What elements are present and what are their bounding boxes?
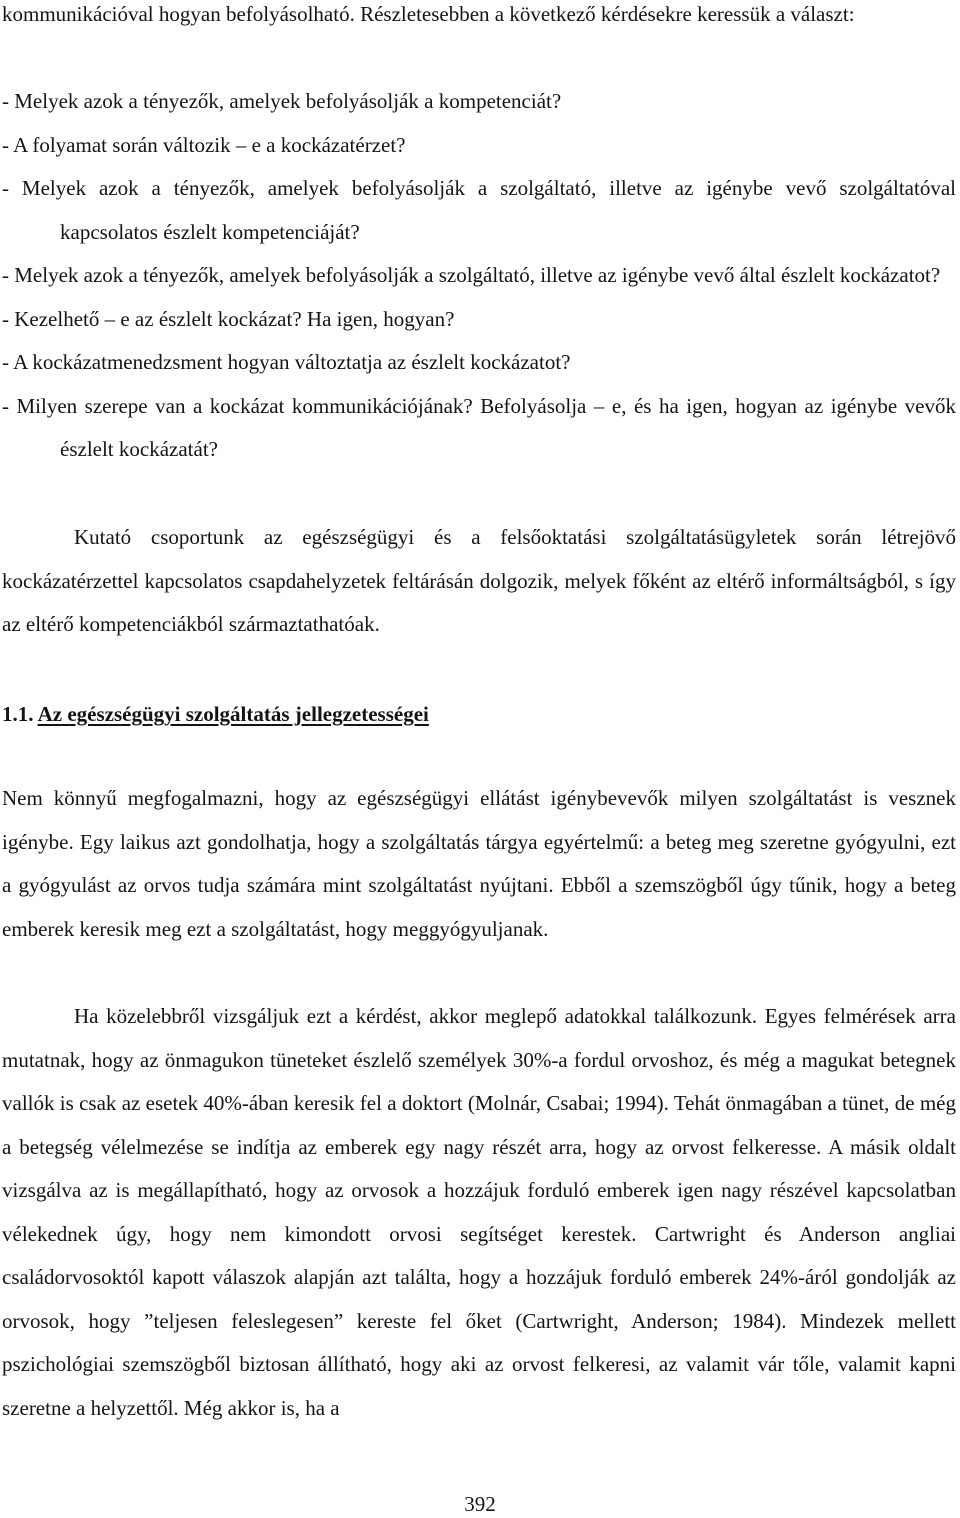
body-paragraph-research-group: Kutató csoportunk az egészségügyi és a felsőoktatási szolgáltatásügyletek során létrejövő kockázatérzettel kapcsolatos csapdahelyzetek feltárásán dolgozik, melyek főként az eltérő informáltságból, s így az eltérő kompetenciákból származtathatóak. xyxy=(2,525,956,636)
section-number: 1.1. xyxy=(2,702,34,726)
body-paragraph-healthcare-service: Nem könnyű megfogalmazni, hogy az egészségügyi ellátást igénybevevők milyen szolgáltatást is vesznek igénybe. Egy laikus azt gondolhatja, hogy a szolgáltatás tárgya egyértelmű: a beteg meg szeretne gyógyulni, ezt a gyógyulást az orvos tudja számára mint szolgáltatást nyújtani. Ebből a szemszögből úgy tűnik, hogy a beteg emberek keresik meg ezt a szolgáltatást, hogy meggyógyuljanak. xyxy=(2,786,956,941)
question-item: - Melyek azok a tényezők, amelyek befolyásolják a szolgáltató, illetve az igénybe vevő szolgáltatóval kapcsolatos észlelt kompetenciáját? xyxy=(2,176,956,244)
question-item: - Kezelhető – e az észlelt kockázat? Ha igen, hogyan? xyxy=(2,306,455,331)
section-title: Az egészségügyi szolgáltatás jellegzetességei xyxy=(37,702,429,726)
body-paragraph-survey-findings: Ha közelebbről vizsgáljuk ezt a kérdést, akkor meglepő adatokkal találkozunk. Egyes felmérések arra mutatnak, hogy az önmagukon tüneteket észlelő személyek 30%-a fordul orvoshoz, és még a magukat betegnek vallók is csak az esetek 40%-ában keresik fel a doktort (Molnár, Csabai; 1994). Tehát önmagában a tünet, de még a betegség vélelmezése se indítja az emberek egy nagy részét arra, hogy az orvost felkeresse. A másik oldalt vizsgálva az is megállapítható, hogy az orvosok a hozzájuk forduló emberek igen nagy részével kapcsolatban vélekednek úgy, hogy nem kimondott orvosi segítséget kerestek. Cartwright és Anderson angliai családorvosoktól kapott válaszok alapján azt találta, hogy a hozzájuk forduló emberek 24%-áról gondolják az orvosok, hogy ”teljesen feleslegesen” kereste fel őket (Cartwright, Anderson; 1984). Mindezek mellett pszichológiai szemszögből biztosan állítható, hogy aki az orvost felkeresi, az valamit vár tőle, valamit kapni szeretne a helyzettől. Még akkor is, ha a xyxy=(2,1004,956,1420)
page-number: 392 xyxy=(464,1492,496,1516)
question-item: - Milyen szerepe van a kockázat kommunikációjának? Befolyásolja – e, és ha igen, hogyan az igénybe vevők észlelt kockázatát? xyxy=(2,393,956,461)
research-questions-list xyxy=(2,80,956,472)
question-item: - Melyek azok a tényezők, amelyek befolyásolják a szolgáltató, illetve az igénybe vevő által észlelt kockázatot? xyxy=(2,263,941,287)
question-item: - A kockázatmenedzsment hogyan változtatja az észlelt kockázatot? xyxy=(2,350,571,374)
lead-paragraph: kommunikációval hogyan befolyásolható. Részletesebben a következő kérdésekre keressük a választ: xyxy=(2,2,855,26)
question-item: - Melyek azok a tényezők, amelyek befolyásolják a kompetenciát? xyxy=(2,89,562,113)
section-heading xyxy=(2,700,429,728)
question-item: - A folyamat során változik – e a kockázatérzet? xyxy=(2,132,406,157)
